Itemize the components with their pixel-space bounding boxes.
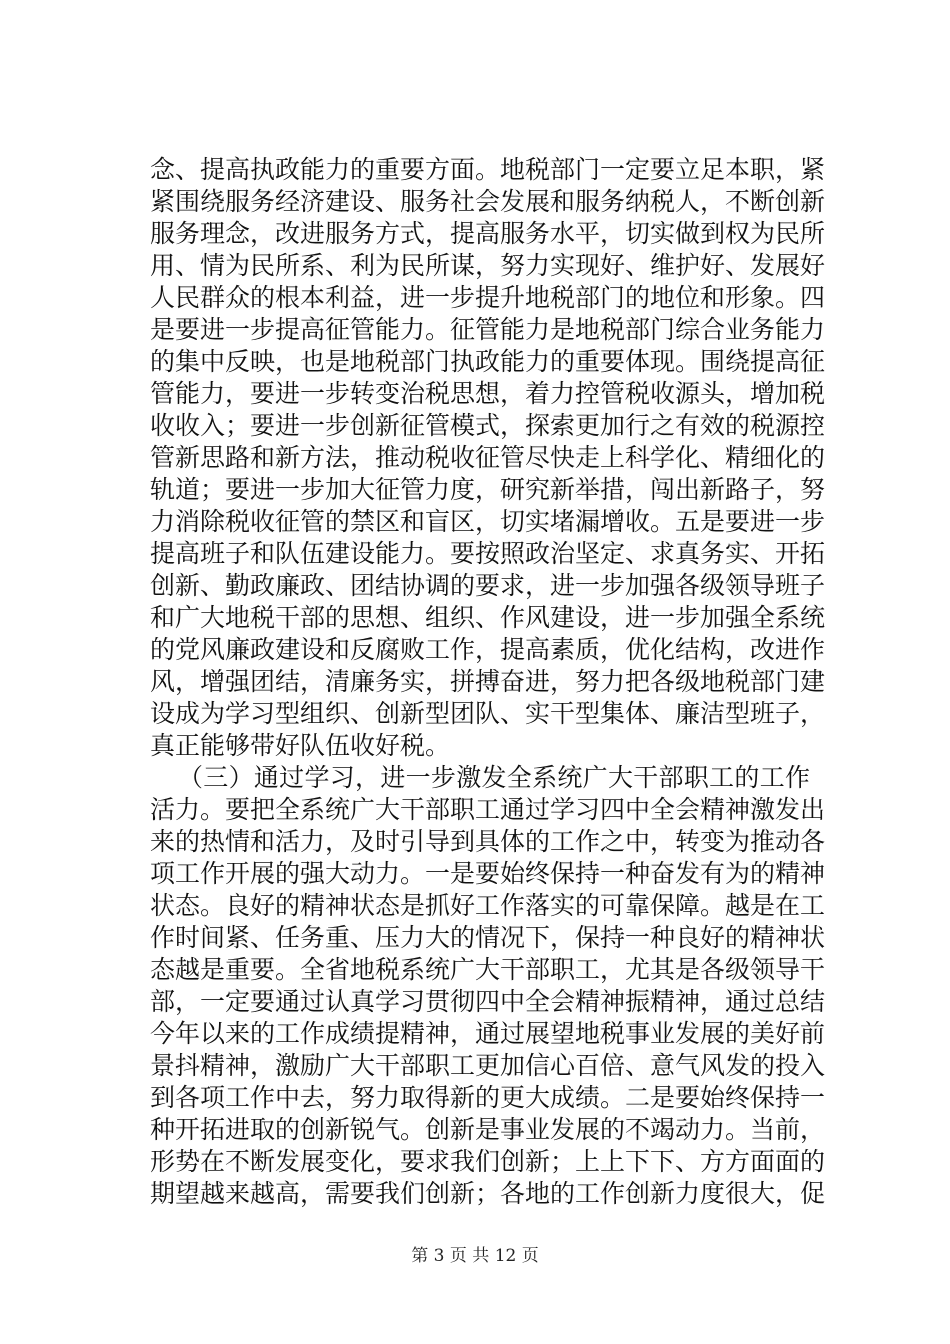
text-line: 创新、勤政廉政、团结协调的要求，进一步加强各级领导班子 (150, 571, 826, 600)
text-line: 部，一定要通过认真学习贯彻四中全会精神振精神，通过总结 (150, 987, 826, 1016)
text-line: 收收入；要进一步创新征管模式，探索更加行之有效的税源控 (150, 411, 826, 440)
text-line: 用、情为民所系、利为民所谋，努力实现好、维护好、发展好 (150, 251, 826, 280)
text-line: 期望越来越高，需要我们创新；各地的工作创新力度很大，促 (150, 1179, 826, 1208)
text-line: 状态。良好的精神状态是抓好工作落实的可靠保障。越是在工 (150, 891, 826, 920)
text-line: 形势在不断发展变化，要求我们创新；上上下下、方方面面的 (150, 1147, 826, 1176)
text-line: 的党风廉政建设和反腐败工作，提高素质，优化结构，改进作 (150, 635, 826, 664)
text-line: 念、提高执政能力的重要方面。地税部门一定要立足本职，紧 (150, 155, 826, 184)
text-line: 项工作开展的强大动力。一是要始终保持一种奋发有为的精神 (150, 859, 826, 888)
text-line: 设成为学习型组织、创新型团队、实干型集体、廉洁型班子， (150, 699, 826, 728)
text-line: 紧围绕服务经济建设、服务社会发展和服务纳税人，不断创新 (150, 187, 826, 216)
text-line: 态越是重要。全省地税系统广大干部职工，尤其是各级领导干 (150, 955, 826, 984)
section-heading-line: （三）通过学习，进一步激发全系统广大干部职工的工作 (178, 763, 810, 792)
text-line: 风，增强团结，清廉务实，拼搏奋进，努力把各级地税部门建 (150, 667, 826, 696)
text-line: 到各项工作中去，努力取得新的更大成绩。二是要始终保持一 (150, 1083, 826, 1112)
text-line: 的集中反映，也是地税部门执政能力的重要体现。围绕提高征 (150, 347, 826, 376)
text-line: 景抖精神，激励广大干部职工更加信心百倍、意气风发的投入 (150, 1051, 826, 1080)
text-line: 管能力，要进一步转变治税思想，着力控管税收源头，增加税 (150, 379, 826, 408)
text-line: 轨道；要进一步加大征管力度，研究新举措，闯出新路子，努 (150, 475, 826, 504)
text-line: 是要进一步提高征管能力。征管能力是地税部门综合业务能力 (150, 315, 826, 344)
text-line: 种开拓进取的创新锐气。创新是事业发展的不竭动力。当前， (150, 1115, 826, 1144)
text-line: 人民群众的根本利益，进一步提升地税部门的地位和形象。四 (150, 283, 826, 312)
text-line: 来的热情和活力，及时引导到具体的工作之中，转变为推动各 (150, 827, 826, 856)
text-line: 活力。要把全系统广大干部职工通过学习四中全会精神激发出 (150, 795, 826, 824)
text-line: 和广大地税干部的思想、组织、作风建设，进一步加强全系统 (150, 603, 826, 632)
text-line: 今年以来的工作成绩提精神，通过展望地税事业发展的美好前 (150, 1019, 826, 1048)
text-line: 提高班子和队伍建设能力。要按照政治坚定、求真务实、开拓 (150, 539, 826, 568)
text-line: 力消除税收征管的禁区和盲区，切实堵漏增收。五是要进一步 (150, 507, 826, 536)
text-line: 管新思路和新方法，推动税收征管尽快走上科学化、精细化的 (150, 443, 826, 472)
paragraph-end-line: 真正能够带好队伍收好税。 (150, 731, 451, 760)
page-number-footer: 第 3 页 共 12 页 (411, 1246, 539, 1266)
text-line: 作时间紧、任务重、压力大的情况下，保持一种良好的精神状 (150, 923, 826, 952)
text-line: 服务理念，改进服务方式，提高服务水平，切实做到权为民所 (150, 219, 826, 248)
